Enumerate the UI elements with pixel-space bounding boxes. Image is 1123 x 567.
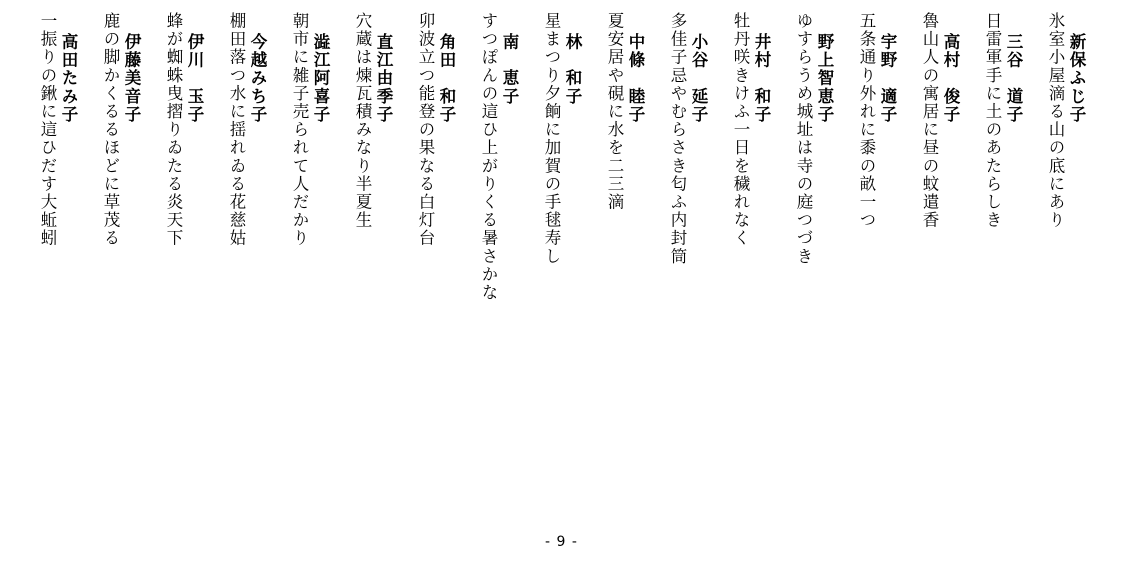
haiku-entry	[793, 12, 835, 265]
haiku-text: 日雷軍手に土のあたらしき	[983, 12, 1002, 230]
author-name: 伊川 玉子	[185, 33, 204, 124]
haiku-text: 棚田落つ水に揺れゐる花慈姑	[227, 12, 246, 248]
haiku-entry	[604, 12, 646, 211]
haiku-entry	[100, 12, 142, 247]
author-name: 宇野 適子	[878, 33, 897, 124]
haiku-text: 牡丹咲きけふ一日を穢れなく	[731, 12, 750, 248]
haiku-entry	[1045, 12, 1087, 229]
author-name: 今越みち子	[248, 33, 267, 124]
haiku-entry	[919, 12, 961, 229]
author-name: 井村 和子	[752, 33, 771, 124]
haiku-text: 卯波立つ能登の果なる白灯台	[416, 12, 435, 248]
author-name: 高田たみ子	[59, 33, 78, 124]
haiku-entry	[541, 12, 583, 265]
author-name: 三谷 道子	[1004, 33, 1023, 124]
haiku-text: 一振りの鍬に這ひだす大蚯蚓	[38, 12, 57, 248]
haiku-text: ゆすらうめ城址は寺の庭つづき	[794, 12, 813, 266]
haiku-entry	[352, 12, 394, 229]
haiku-text: 夏安居や硯に水を二三滴	[605, 12, 624, 212]
haiku-text: すつぽんの這ひ上がりくる暑さかな	[479, 12, 498, 302]
haiku-columns	[16, 12, 1087, 302]
haiku-entry	[37, 12, 79, 247]
haiku-entry	[730, 12, 772, 247]
author-name: 林 和子	[563, 33, 582, 106]
author-name: 野上智恵子	[815, 33, 834, 124]
haiku-text: 五条通り外れに黍の畝一つ	[857, 12, 876, 230]
haiku-entry	[289, 12, 331, 247]
haiku-text: 星まつり夕餉に加賀の手毬寿し	[542, 12, 561, 266]
haiku-text: 氷室小屋滴る山の底にあり	[1046, 12, 1065, 230]
haiku-text: 鹿の脚かくるるほどに草茂る	[101, 12, 120, 248]
haiku-entry	[163, 12, 205, 247]
haiku-entry	[415, 12, 457, 247]
author-name: 新保ふじ子	[1067, 33, 1086, 124]
haiku-entry	[856, 12, 898, 229]
haiku-entry	[982, 12, 1024, 229]
haiku-text: 穴蔵は煉瓦積みなり半夏生	[353, 12, 372, 230]
haiku-text: 蜂が蜘蛛曳摺りゐたる炎天下	[164, 12, 183, 248]
haiku-text: 魯山人の寓居に昼の蚊遣香	[920, 12, 939, 230]
haiku-entry	[226, 12, 268, 247]
page-number: - 9 -	[545, 534, 578, 550]
author-name: 伊藤美音子	[122, 33, 141, 124]
haiku-text: 朝市に雑子売られて人だかり	[290, 12, 309, 248]
author-name: 澁江阿喜子	[311, 33, 330, 124]
author-name: 角田 和子	[437, 33, 456, 124]
author-name: 中條 睦子	[626, 33, 645, 124]
haiku-text: 多佳子忌やむらさき匂ふ内封筒	[668, 12, 687, 266]
author-name: 高村 俊子	[941, 33, 960, 124]
author-name: 直江由季子	[374, 33, 393, 124]
author-name: 南 恵子	[500, 33, 519, 106]
haiku-entry	[667, 12, 709, 265]
author-name: 小谷 延子	[689, 33, 708, 124]
haiku-entry	[478, 12, 520, 302]
